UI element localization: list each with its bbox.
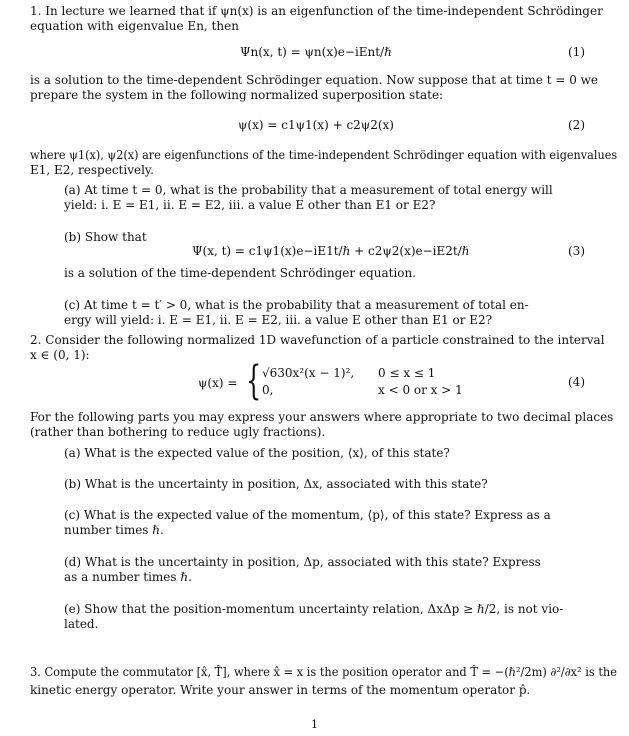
problem1-text-line6: E1, E2, respectively. bbox=[30, 163, 154, 177]
problem1-part-a-line2: yield: i. E = E1, ii. E = E2, iii. a value E other than E1 or E2? bbox=[64, 198, 436, 212]
equation-1-number: (1) bbox=[568, 45, 585, 59]
page-number: 1 bbox=[311, 718, 318, 731]
problem2-text-line3: For the following parts you may express your answers where appropriate to two decimal places bbox=[30, 410, 614, 424]
equation-4-number: (4) bbox=[568, 375, 585, 389]
piecewise-brace: { bbox=[246, 358, 262, 404]
problem1-part-b-line2: is a solution of the time-dependent Schrödinger equation. bbox=[64, 266, 417, 280]
piecewise-case1-condition: 0 ≤ x ≤ 1 bbox=[378, 366, 436, 380]
problem1-text-line4: prepare the system in the following normalized superposition state: bbox=[30, 88, 444, 102]
equation-3-number: (3) bbox=[568, 244, 585, 258]
problem1-intro-line1: 1. In lecture we learned that if ψn(x) is an eigenfunction of the time-independent Schrödinger bbox=[30, 4, 603, 18]
piecewise-case1: √630x²(x − 1)², bbox=[262, 366, 355, 380]
problem1-text-line3: is a solution to the time-dependent Schrödinger equation. Now suppose that at time t = 0 we bbox=[30, 73, 599, 87]
piecewise-case2-condition: x < 0 or x > 1 bbox=[378, 383, 463, 397]
equation-3: Ψ(x, t) = c1ψ1(x)e−iE1t/ℏ + c2ψ2(x)e−iE2t/ℏ bbox=[192, 244, 470, 258]
problem2-part-a: (a) What is the expected value of the position, ⟨x⟩, of this state? bbox=[64, 446, 450, 460]
equation-4-lhs: ψ(x) = bbox=[198, 376, 238, 390]
piecewise-case2: 0, bbox=[262, 383, 274, 397]
problem1-part-a-line1: (a) At time t = 0, what is the probability that a measurement of total energy will bbox=[64, 183, 553, 197]
problem2-part-b: (b) What is the uncertainty in position, Δx, associated with this state? bbox=[64, 477, 488, 491]
equation-2: ψ(x) = c1ψ1(x) + c2ψ2(x) bbox=[238, 118, 394, 132]
problem3-line2: kinetic energy operator. Write your answer in terms of the momentum operator p̂. bbox=[30, 683, 531, 697]
problem2-part-d-line2: as a number times ℏ. bbox=[64, 570, 192, 584]
problem2-intro-line2: x ∈ (0, 1): bbox=[30, 348, 90, 362]
problem1-part-c-line1: (c) At time t = t′ > 0, what is the probability that a measurement of total en- bbox=[64, 298, 529, 312]
problem1-intro-line2: equation with eigenvalue En, then bbox=[30, 19, 239, 33]
problem2-part-c-line2: number times ℏ. bbox=[64, 523, 164, 537]
problem2-text-line4: (rather than bothering to reduce ugly fractions). bbox=[30, 425, 326, 439]
equation-1: Ψn(x, t) = ψn(x)e−iEnt/ℏ bbox=[240, 45, 392, 59]
problem1-part-c-line2: ergy will yield: i. E = E1, ii. E = E2, iii. a value E other than E1 or E2? bbox=[64, 313, 493, 327]
problem2-intro-line1: 2. Consider the following normalized 1D wavefunction of a particle constrained to the interval bbox=[30, 333, 605, 347]
problem3-line1: 3. Compute the commutator [x̂, T̂], where x̂ = x is the position operator and T̂ = −(ℏ²/2m) ∂²/∂x² is the bbox=[30, 665, 617, 679]
problem1-part-b-label: (b) Show that bbox=[64, 230, 147, 244]
problem2-part-e-line2: lated. bbox=[64, 617, 99, 631]
problem2-part-d-line1: (d) What is the uncertainty in position, Δp, associated with this state? Express bbox=[64, 555, 541, 569]
problem2-part-c-line1: (c) What is the expected value of the momentum, ⟨p⟩, of this state? Express as a bbox=[64, 508, 551, 522]
problem2-part-e-line1: (e) Show that the position-momentum uncertainty relation, ΔxΔp ≥ ℏ/2, is not vio- bbox=[64, 602, 564, 616]
problem1-text-line5: where ψ1(x), ψ2(x) are eigenfunctions of the time-independent Schrödinger equation with eigenvalues bbox=[30, 148, 618, 162]
equation-2-number: (2) bbox=[568, 118, 585, 132]
